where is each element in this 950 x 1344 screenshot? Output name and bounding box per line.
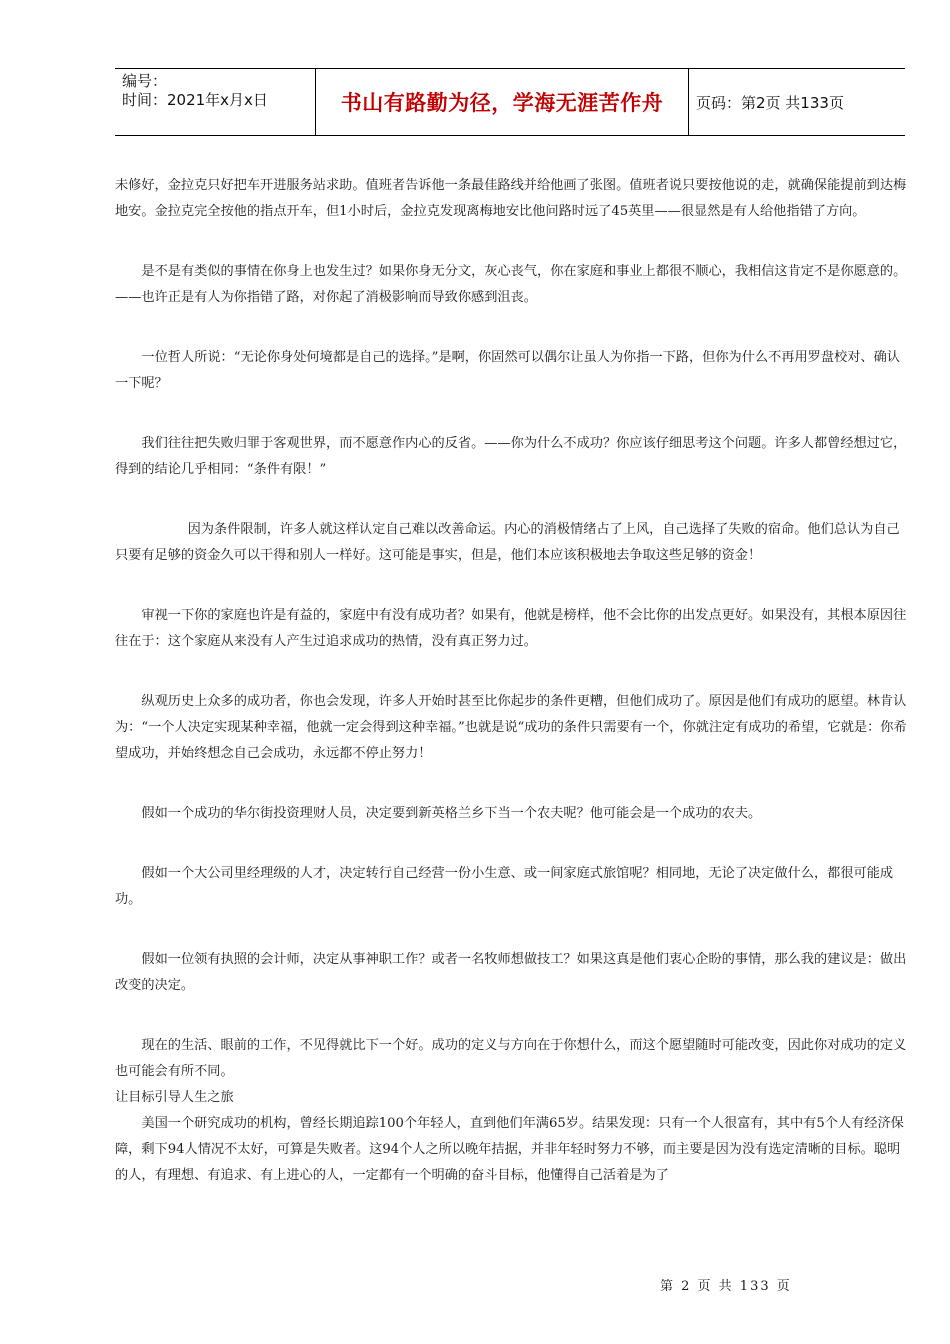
footer-page-number: 第 2 页 共 133 页 (660, 1279, 792, 1294)
header-divider-right (688, 68, 689, 136)
paragraph: 一位哲人所说：“无论你身处何境都是自己的选择。”是啊，你固然可以偶尔让虽人为你指一下路，但你为什么不再用罗盘校对、确认一下呢？ (115, 350, 900, 391)
paragraph: 现在的生活、眼前的工作，不见得就比下一个好。成功的定义与方向在于你想什么，而这个愿望随时可能改变，因此你对成功的定义也可能会有所不同。 (115, 1038, 907, 1079)
paragraph: 审视一下你的家庭也许是有益的，家庭中有没有成功者？如果有，他就是榜样，他不会比你的出发点更好。如果没有，其根本原因往往在于：这个家庭从来没有人产生过追求成功的热情，没有真正努力过。 (115, 608, 907, 649)
header-page-label: 页码：第2页 共133页 (696, 94, 844, 112)
section-heading: 让目标引导人生之旅 (115, 1090, 234, 1105)
paragraph: 美国一个研究成功的机构，曾经长期追踪100个年轻人，直到他们年满65岁。结果发现：只有一个人很富有，其中有5个人有经济保障，剩下94人情况不太好，可算是失败者。这94个人之所以晚年拮据，并非年轻时努力不够，而主要是因为没有选定清晰的目标。聪明的人，有理想、有追求、有上进心的人，一定都有一个明确的奋斗目标，他懂得自己活着是为了 (115, 1116, 904, 1183)
paragraph: 因为条件限制，许多人就这样认定自己难以改善命运。内心的消极情绪占了上风，自己选择了失败的宿命。他们总认为自己只要有足够的资金久可以干得和别人一样好。这可能是事实，但是，他们本应该积极地去争取这些足够的资金！ (115, 522, 900, 563)
paragraph: 假如一个大公司里经理级的人才，决定转行自己经营一份小生意、或一间家庭式旅馆呢？相同地，无论了决定做什么，都很可能成功。 (115, 866, 894, 907)
paragraph: 假如一位领有执照的会计师，决定从事神职工作？或者一名牧师想做技工？如果这真是他们衷心企盼的事情，那么我的建议是：做出改变的决定。 (115, 952, 907, 993)
paragraph: 未修好，金拉克只好把车开进服务站求助。值班者告诉他一条最佳路线并给他画了张图。值班者说只要按他说的走，就确保能提前到达梅地安。金拉克完全按他的指点开车，但1小时后，金拉克发现离梅地安比他问路时远了45英里——很显然是有人给他指错了方向。 (115, 178, 907, 219)
header-meta (122, 72, 312, 110)
header-time-label: 时间：2021年x月x日 (122, 91, 268, 109)
header-motto: 书山有路勤为径，学海无涯苦作舟 (340, 91, 664, 115)
paragraph: 我们往往把失败归罪于客观世界，而不愿意作内心的反省。——你为什么不成功？你应该仔细思考这个问题。许多人都曾经想过它，得到的结论几乎相同：“条件有限！” (115, 436, 907, 477)
document-body (115, 173, 907, 1189)
paragraph: 是不是有类似的事情在你身上也发生过？如果你身无分文，灰心丧气，你在家庭和事业上都很不顺心，我相信这肯定不是你愿意的。——也许正是有人为你指错了路，对你起了消极影响而导致你感到沮丧。 (115, 264, 907, 305)
header-number-label: 编号： (122, 72, 168, 90)
paragraph: 纵观历史上众多的成功者，你也会发现，许多人开始时甚至比你起步的条件更糟，但他们成功了。原因是他们有成功的愿望。林肯认为：“一个人决定实现某种幸福，他就一定会得到这种幸福。”也就是说“成功的条件只需要有一个，你就注定有成功的希望，它就是：你希望成功，并始终想念自己会成功，永远都不停止努力！ (115, 694, 907, 761)
paragraph: 假如一个成功的华尔街投资理财人员，决定要到新英格兰乡下当一个农夫呢？他可能会是一个成功的农夫。 (141, 806, 762, 821)
